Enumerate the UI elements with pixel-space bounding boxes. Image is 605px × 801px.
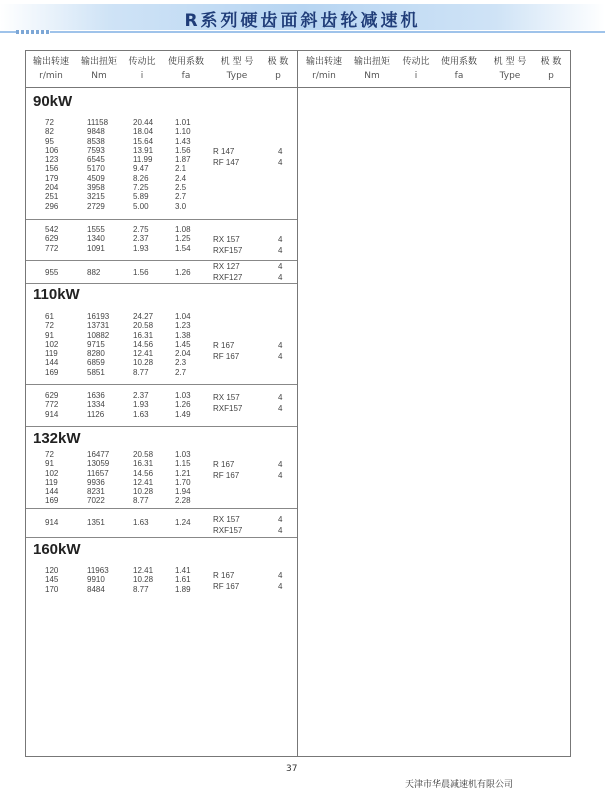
ratio-cell: 1.93 (133, 243, 149, 253)
left-header-cell (26, 51, 76, 83)
title-banner (0, 4, 605, 30)
power-section-title: 160kW (33, 541, 81, 558)
speed-cell: 123 (45, 155, 59, 165)
pole-count: 4 (278, 460, 283, 469)
header-label: 传动比 (402, 57, 430, 67)
header-label: 输出转速 (32, 57, 69, 67)
ratio-cell: 18.04 (133, 127, 154, 137)
ratio-cell: 14.56 (133, 468, 154, 478)
ratio-cell: 1.63 (133, 518, 149, 527)
header-label: 极 数 (267, 57, 289, 67)
ratio-cell: 1.63 (133, 409, 149, 419)
ratio-cell: 10.28 (133, 358, 154, 368)
factor-cell: 1.01 (175, 118, 191, 127)
torque-cell: 7022 (87, 496, 105, 506)
model-type: RXF157 (213, 526, 243, 535)
header-label: 机 型 号 (493, 57, 527, 67)
ratio-cell: 20.58 (133, 321, 154, 331)
header-unit: Nm (364, 71, 380, 81)
torque-cell: 9936 (87, 477, 105, 487)
factor-cell: 2.7 (175, 192, 187, 202)
pole-count: 4 (278, 471, 283, 480)
model-type: RF 147 (213, 158, 240, 167)
model-type: RF 167 (213, 471, 240, 480)
factor-cell: 1.54 (175, 243, 191, 253)
factor-cell: 1.26 (175, 268, 191, 277)
model-type-line (26, 392, 297, 403)
ratio-cell: 1.56 (133, 268, 149, 277)
factor-cell: 1.38 (175, 330, 191, 340)
model-type: R 167 (213, 341, 235, 350)
speed-cell: 82 (45, 127, 54, 137)
pole-count: 4 (278, 235, 283, 244)
speed-cell: 91 (45, 459, 54, 469)
model-type: RX 157 (213, 235, 240, 244)
right-header-cell (299, 51, 349, 83)
table-row (26, 312, 297, 321)
header-unit: i (140, 71, 144, 81)
pole-count: 4 (278, 158, 283, 167)
header-label: 传动比 (128, 57, 156, 67)
ratio-cell: 13.91 (133, 145, 154, 155)
factor-cell: 1.43 (175, 136, 191, 146)
ratio-cell: 5.00 (133, 201, 149, 211)
model-type-line (26, 470, 297, 481)
torque-cell: 1636 (87, 391, 105, 400)
header-label: 使用系数 (167, 57, 204, 67)
torque-cell: 6859 (87, 358, 105, 368)
factor-cell: 1.61 (175, 575, 191, 585)
group-divider (26, 219, 297, 220)
factor-cell: 1.15 (175, 459, 191, 469)
pole-count: 4 (278, 393, 283, 402)
torque-cell: 2729 (87, 201, 105, 211)
factor-cell: 2.04 (175, 349, 191, 359)
torque-cell: 13731 (87, 321, 110, 331)
speed-cell: 102 (45, 339, 59, 349)
table-row (26, 127, 297, 136)
model-type: RXF127 (213, 273, 243, 282)
table-row (26, 450, 297, 459)
torque-cell: 1091 (87, 243, 105, 253)
ratio-cell: 8.77 (133, 367, 149, 377)
torque-cell: 1351 (87, 518, 105, 527)
header-label: 使用系数 (440, 57, 477, 67)
ratio-cell: 7.25 (133, 183, 149, 193)
model-type: RXF157 (213, 246, 243, 255)
group-divider (26, 508, 297, 509)
speed-cell: 169 (45, 496, 59, 506)
pole-count: 4 (278, 341, 283, 350)
factor-cell: 1.03 (175, 450, 191, 459)
header-unit: Type (226, 71, 248, 81)
group-divider (26, 283, 297, 284)
ratio-cell: 12.41 (133, 566, 154, 575)
header-label: 机 型 号 (220, 57, 254, 67)
torque-cell: 1555 (87, 225, 105, 234)
torque-cell: 8538 (87, 136, 105, 146)
model-type-line (26, 514, 297, 525)
torque-cell: 9715 (87, 339, 105, 349)
model-type: R 167 (213, 571, 235, 580)
model-type-line (26, 581, 297, 592)
model-type-line (26, 351, 297, 362)
page-number: 37 (286, 764, 298, 774)
model-type-group (26, 459, 297, 481)
torque-cell: 882 (87, 268, 101, 277)
factor-cell: 1.41 (175, 566, 191, 575)
factor-cell: 1.89 (175, 584, 191, 594)
speed-cell: 120 (45, 566, 59, 575)
ratio-cell: 20.44 (133, 118, 154, 127)
left-header-cell (161, 51, 211, 83)
speed-cell: 91 (45, 330, 54, 340)
factor-cell: 1.23 (175, 321, 191, 331)
pole-count: 4 (278, 404, 283, 413)
speed-cell: 169 (45, 367, 59, 377)
ratio-cell: 15.64 (133, 136, 154, 146)
factor-cell: 1.24 (175, 518, 191, 527)
ratio-cell: 20.58 (133, 450, 154, 459)
model-type-line (26, 403, 297, 414)
speed-cell: 170 (45, 584, 59, 594)
torque-cell: 13059 (87, 459, 110, 469)
speed-cell: 296 (45, 201, 59, 211)
header-unit: Type (499, 71, 521, 81)
ratio-cell: 2.37 (133, 391, 149, 400)
header-unit: Nm (91, 71, 107, 81)
ratio-cell: 11.99 (133, 155, 153, 165)
model-type-group (26, 234, 297, 256)
factor-cell: 2.1 (175, 164, 187, 174)
factor-cell: 2.28 (175, 496, 191, 506)
ratio-cell: 12.41 (133, 477, 154, 487)
speed-cell: 61 (45, 312, 54, 321)
model-type-line (26, 261, 297, 272)
ratio-cell: 5.89 (133, 192, 149, 202)
header-label: 输出扭矩 (353, 57, 390, 67)
factor-cell: 1.08 (175, 225, 191, 234)
factor-cell: 1.04 (175, 312, 191, 321)
speed-cell: 179 (45, 173, 59, 183)
model-type-line (26, 525, 297, 536)
column-divider (297, 51, 298, 756)
torque-cell: 8280 (87, 349, 105, 359)
speed-cell: 204 (45, 183, 59, 193)
speed-cell: 72 (45, 450, 54, 459)
torque-cell: 3215 (87, 192, 105, 202)
company-name: 天津市华晨减速机有限公司 (405, 780, 514, 790)
table-row (26, 174, 297, 183)
model-type-group (26, 570, 297, 592)
torque-cell: 7593 (87, 145, 105, 155)
right-header-cell (482, 51, 538, 83)
model-type-line (26, 340, 297, 351)
table-row (26, 118, 297, 127)
factor-cell: 1.45 (175, 339, 191, 349)
speed-cell: 914 (45, 409, 59, 419)
table-row (26, 137, 297, 146)
model-type-group (26, 392, 297, 414)
ratio-cell: 10.28 (133, 575, 154, 585)
model-type: RF 167 (213, 582, 240, 591)
torque-cell: 8231 (87, 487, 105, 497)
model-type: R 147 (213, 147, 235, 156)
factor-cell: 1.94 (175, 487, 191, 497)
ratio-cell: 2.75 (133, 225, 149, 234)
speed-cell: 955 (45, 268, 59, 277)
torque-cell: 6545 (87, 155, 105, 165)
torque-cell: 16477 (87, 450, 110, 459)
table-row (26, 487, 297, 496)
torque-cell: 5851 (87, 367, 105, 377)
model-type-line (26, 146, 297, 157)
right-header-cell (434, 51, 484, 83)
factor-cell: 3.0 (175, 201, 187, 211)
model-type-line (26, 570, 297, 581)
ratio-cell: 24.27 (133, 312, 154, 321)
torque-cell: 11158 (87, 118, 109, 127)
header-label: 极 数 (540, 57, 562, 67)
speed-cell: 542 (45, 225, 59, 234)
speed-cell: 772 (45, 243, 59, 253)
table-row (26, 183, 297, 192)
model-type: RX 157 (213, 393, 240, 402)
factor-cell: 2.7 (175, 367, 187, 377)
torque-cell: 1340 (87, 234, 105, 244)
title-underline (0, 31, 605, 33)
model-type-group (26, 261, 297, 283)
model-type-line (26, 157, 297, 168)
torque-cell: 9910 (87, 575, 105, 585)
selection-table (25, 50, 571, 757)
group-divider (26, 537, 297, 538)
right-header-cell (533, 51, 569, 83)
pole-count: 4 (278, 246, 283, 255)
factor-cell: 1.03 (175, 391, 191, 400)
speed-cell: 251 (45, 192, 59, 202)
factor-cell: 1.56 (175, 145, 191, 155)
right-header-cell (347, 51, 397, 83)
header-label: 输出转速 (305, 57, 342, 67)
left-header-cell (74, 51, 124, 83)
left-header-cell (260, 51, 296, 83)
header-unit: i (414, 71, 418, 81)
torque-cell: 10882 (87, 330, 110, 340)
ratio-cell: 16.31 (133, 459, 154, 469)
torque-cell: 5170 (87, 164, 105, 174)
speed-cell: 119 (45, 349, 58, 359)
model-type: RX 157 (213, 515, 240, 524)
torque-cell: 4509 (87, 173, 105, 183)
model-type-line (26, 272, 297, 283)
torque-cell: 3958 (87, 183, 105, 193)
factor-cell: 2.3 (175, 358, 187, 368)
table-row (26, 202, 297, 211)
pole-count: 4 (278, 526, 283, 535)
torque-cell: 1334 (87, 400, 105, 410)
factor-cell: 1.21 (175, 468, 191, 478)
model-type-group (26, 514, 297, 536)
pole-count: 4 (278, 582, 283, 591)
model-type: RX 127 (213, 262, 240, 271)
power-section-title: 132kW (33, 430, 81, 447)
speed-cell: 629 (45, 234, 59, 244)
ratio-cell: 9.47 (133, 164, 149, 174)
ratio-cell: 1.93 (133, 400, 149, 410)
factor-cell: 1.70 (175, 477, 191, 487)
header-label: 输出扭矩 (80, 57, 117, 67)
ratio-cell: 16.31 (133, 330, 154, 340)
model-type: RF 167 (213, 352, 240, 361)
header-unit: p (275, 71, 281, 81)
torque-cell: 11963 (87, 566, 109, 575)
speed-cell: 119 (45, 477, 58, 487)
factor-cell: 1.10 (175, 127, 191, 137)
page-title: R系列硬齿面斜齿轮减速机 (184, 11, 421, 31)
group-divider (26, 384, 297, 385)
speed-cell: 106 (45, 145, 59, 155)
speed-cell: 102 (45, 468, 59, 478)
group-divider (26, 426, 297, 427)
torque-cell: 11657 (87, 468, 109, 478)
table-row (26, 496, 297, 505)
header-unit: fa (454, 71, 464, 81)
header-unit: r/min (312, 71, 336, 81)
ratio-cell: 8.26 (133, 173, 149, 183)
speed-cell: 72 (45, 321, 54, 331)
power-section-title: 90kW (33, 93, 73, 110)
left-header-cell (120, 51, 164, 83)
factor-cell: 2.4 (175, 173, 187, 183)
factor-cell: 1.25 (175, 234, 191, 244)
speed-cell: 144 (45, 487, 59, 497)
speed-cell: 914 (45, 518, 59, 527)
speed-cell: 772 (45, 400, 59, 410)
ratio-cell: 8.77 (133, 584, 149, 594)
pole-count: 4 (278, 515, 283, 524)
pole-count: 4 (278, 571, 283, 580)
speed-cell: 144 (45, 358, 59, 368)
torque-cell: 1126 (87, 409, 105, 419)
decorative-strip (16, 30, 50, 34)
torque-cell: 9848 (87, 127, 105, 137)
header-unit: p (548, 71, 554, 81)
pole-count: 4 (278, 352, 283, 361)
factor-cell: 2.5 (175, 183, 187, 193)
ratio-cell: 10.28 (133, 487, 154, 497)
model-type: RXF157 (213, 404, 243, 413)
speed-cell: 629 (45, 391, 59, 400)
model-type-group (26, 340, 297, 362)
power-section-title: 110kW (33, 286, 80, 303)
table-row (26, 331, 297, 340)
torque-cell: 16193 (87, 312, 110, 321)
model-type-line (26, 459, 297, 470)
speed-cell: 72 (45, 118, 54, 127)
model-type: R 167 (213, 460, 235, 469)
factor-cell: 1.87 (175, 155, 191, 165)
model-type-line (26, 245, 297, 256)
right-header-cell (394, 51, 438, 83)
ratio-cell: 12.41 (133, 349, 154, 359)
table-row (26, 225, 297, 234)
model-type-group (26, 146, 297, 168)
speed-cell: 145 (45, 575, 59, 585)
speed-cell: 156 (45, 164, 59, 174)
table-row (26, 192, 297, 201)
model-type-line (26, 234, 297, 245)
ratio-cell: 2.37 (133, 234, 149, 244)
header-unit: r/min (39, 71, 63, 81)
table-header (26, 51, 570, 88)
table-row (26, 368, 297, 377)
left-header-cell (209, 51, 265, 83)
table-row (26, 321, 297, 330)
factor-cell: 1.49 (175, 409, 191, 419)
ratio-cell: 14.56 (133, 339, 154, 349)
pole-count: 4 (278, 273, 283, 282)
pole-count: 4 (278, 262, 283, 271)
ratio-cell: 8.77 (133, 496, 149, 506)
header-unit: fa (181, 71, 191, 81)
factor-cell: 1.26 (175, 400, 191, 410)
speed-cell: 95 (45, 136, 54, 146)
pole-count: 4 (278, 147, 283, 156)
torque-cell: 8484 (87, 584, 105, 594)
